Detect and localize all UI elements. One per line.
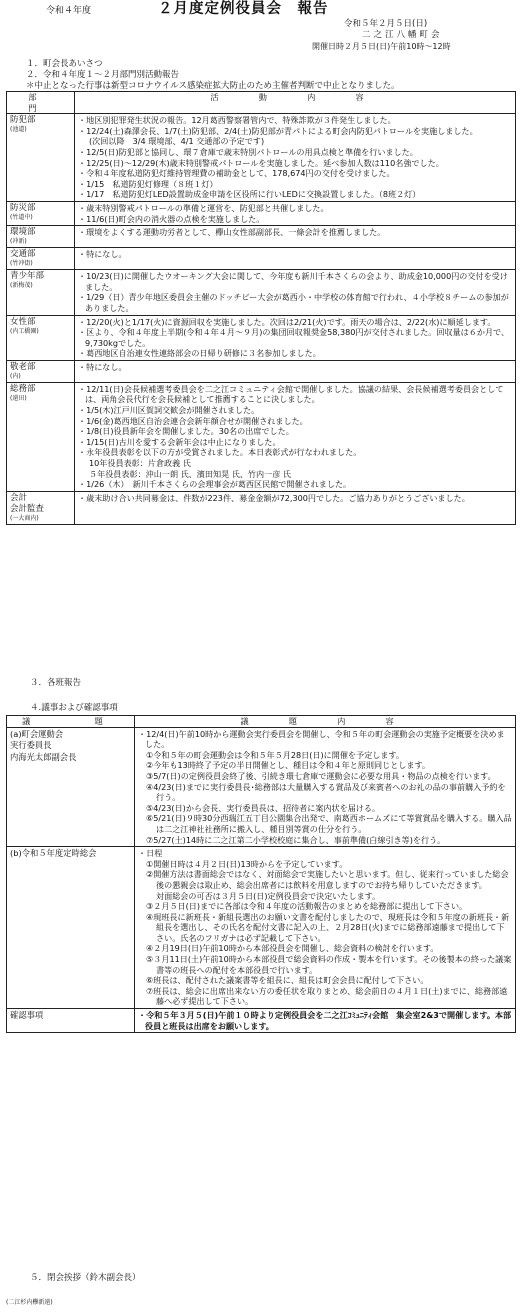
activity-cell	[75, 201, 516, 225]
activity-line: ・環境をよくする運動功労者として、欅山女性部副部長、一條会計を推薦しました。	[78, 227, 386, 238]
dept-cell	[7, 114, 75, 202]
activity-line: ・11/6(日)町会内の消火器の点検を実施しました。	[78, 213, 265, 224]
agenda-item-a-role: 実行委員長	[10, 740, 52, 751]
agenda-item-b-intro: ・日程	[138, 848, 163, 859]
agenda-point-note: 対面総会の可否は３月５日(日)定例役員会で決定いたします。	[156, 890, 381, 901]
agenda-point: ⑥班長は、配付された議案書等を組長に、組長は町会会員に配付して下さい。	[146, 975, 429, 986]
activity-row	[7, 114, 516, 202]
activity-line: ・12/5(日)防犯部と協同し、環７倉庫で歳末特別パトロールの用具点検と準備を行いました。	[78, 146, 418, 157]
agenda-row-b	[7, 847, 516, 1009]
activity-cell	[75, 248, 516, 270]
activity-row	[7, 491, 516, 524]
agenda-item-a-intro: ・12/4(日)午前10時から運動会実行委員会を開催し、令和５年の町会運動会の実施予定概要を決めました。	[138, 728, 505, 750]
activity-line: ・葛西地区自治連女性連絡部会の日帰り研修に３名参加しました。	[78, 348, 321, 359]
footnote: (二江杉内欅新遠)	[6, 1299, 53, 1306]
agenda-point: ⑦5/27(土)14時に二之江第二小学校校庭に集合し、事前準備(白線引き等)を行う。	[146, 834, 446, 845]
dept-name: 防犯部	[10, 115, 36, 126]
activity-line: ・1/15(日)古川を愛する会新年会は中止になりました。	[78, 436, 281, 447]
dept-members: (内)	[10, 372, 21, 380]
activity-cell	[75, 382, 516, 491]
dept-members: (池道)	[10, 126, 27, 134]
dept-cell	[7, 248, 75, 270]
activity-line: ・永年役員表彰を以下の方が受賞されました。本日表彰式が行なわれました。	[78, 447, 362, 458]
activity-line: ・12/20(火)と1/17(火)に資源回収を実施しました。次回は2/21(火)です。雨天の場合は、2/22(水)に順延します。	[78, 316, 496, 327]
agenda-point: ④現班長に新班長・新組長選出のお願い文書を配付しましたので、現班長は令和５年度の新班長・新組長を選出し、その氏名を配付文書に記入の上、２月28日(火)までに総務部遠藤まで提出して下さい。氏名のフリガナは必ず記載して下さい。	[146, 911, 510, 943]
agenda-row-a	[7, 727, 516, 847]
fiscal-year: 令和４年度	[46, 6, 92, 16]
agenda-point: ③5/7(日)の定例役員会終了後、引続き環七倉庫で運動会に必要な用具・物品の点検を行います。	[146, 770, 496, 781]
dept-cell	[7, 360, 75, 382]
activity-row	[7, 248, 516, 270]
column-header-activity: 活 動 内 容	[75, 92, 516, 114]
dept-members: (冲新)	[10, 238, 27, 246]
dept-members: (一大商内)	[10, 514, 39, 522]
activity-row	[7, 360, 516, 382]
dept-members: (新梅茂)	[10, 282, 33, 290]
section-heading-5: ５．閉会挨拶（鈴木副会長）	[30, 1273, 141, 1283]
agenda-item-c-title: 確認事項	[10, 1010, 44, 1021]
agenda-row-c	[7, 1009, 516, 1033]
confirmation-text: ・令和５年３月５(日)午前１０時より定例役員会を二之江ｺﾐｭﾆﾃｨ会館 集会室2&3で開催します。本部役員と班長は出席をお願いします。	[138, 1010, 512, 1031]
agenda-item-b-label	[7, 847, 135, 1009]
activity-line: ・特になし。	[78, 249, 127, 260]
dept-cell	[7, 382, 75, 491]
activity-line: ・1/29（日）青少年地区委員会主催のドッチビー大会が葛西小・中学校の体育館で行われ、４小学校８チームの参加がありました。	[78, 292, 509, 313]
activity-line: ・区より、令和４年度上半期(令和４年４月～９月)の集団回収報奨金58,380円が交付されました。回収量は６か月で、9,730kgでした。	[78, 327, 510, 348]
column-header-item: 議 題	[7, 716, 135, 728]
activity-line: ・1/26（木） 新川千本さくらの会理事会が葛西区民館で開催されました。	[78, 479, 352, 490]
agenda-item-a-person: 内海光太郎副会長	[10, 751, 77, 762]
dept-members: (竹冲街)	[10, 260, 33, 268]
dept-name: 青少年部	[10, 271, 45, 282]
dept-name: 総務部	[10, 383, 36, 394]
dept-name: 交通部	[10, 249, 36, 260]
section-heading-4: ４.議事および確認事項	[30, 703, 118, 713]
activity-line: ・12/25(日)～12/29(木)歳末特別警戒パトロールを実施しました。延べ参加人数は110名強でした。	[78, 157, 444, 168]
activity-rows	[7, 114, 516, 525]
agenda-point: ③２月５日(日)までに各部は令和４年度の活動報告のまとめを総務部に提出して下さい。	[146, 901, 468, 912]
activity-report-table	[6, 91, 516, 525]
activity-row	[7, 226, 516, 248]
agenda-item-a-content	[135, 727, 516, 847]
agenda-point: ①開催日時は４月２日(日)13時からを予定しています。	[146, 858, 348, 869]
activity-line: ・令和４年度私道防犯灯維持管理費の補助金として、178,674円の交付を受けました。	[78, 168, 395, 179]
dept-cell	[7, 491, 75, 524]
agenda-item-c-label	[7, 1009, 135, 1033]
activity-line: 10年役員表彰：片倉政義 氏	[89, 458, 191, 469]
activity-line: ・地区別犯罪発生状況の報告。12月葛西警察署管内で、特殊詐欺が３件発生しました。	[78, 115, 396, 126]
agenda-point: ②今年も13時終了予定の半日開催とし、種目は令和４年と原則同じとします。	[146, 760, 431, 771]
activity-line: ・歳末助け合い共同募金は、件数が223件、募金金額が72,300円でした。ご協力ありがとうございました。	[78, 492, 470, 503]
dept-cell	[7, 201, 75, 225]
dept-members: (内工橋園)	[10, 327, 39, 335]
dept-name: 敬老部	[10, 361, 36, 372]
agenda-table	[6, 715, 516, 1033]
dept-name: 会計 会計監査	[10, 492, 45, 514]
activity-row	[7, 201, 516, 225]
agenda-point: ④２月19日(日)午前10時から本部役員会を開催し、総会資料の検討を行います。	[146, 943, 439, 954]
section-heading-3: ３．各班報告	[30, 678, 82, 688]
organization-name: 二之江八幡町会	[362, 30, 443, 40]
activity-line: ・12/24(土)森澤会長、1/7(土)防犯部、2/4(土)防犯部が青パトによる町会内防犯パトロールを実施しました。	[78, 125, 478, 136]
activity-row	[7, 382, 516, 491]
activity-cell	[75, 360, 516, 382]
activity-line: ・1/15 私道防犯灯修理（８班１灯）	[78, 178, 218, 189]
activity-row	[7, 315, 516, 360]
agenda-point: ①令和５年の町会運動会は令和５年５月28日(日)に開催を予定します。	[146, 749, 404, 760]
activity-cell	[75, 315, 516, 360]
activity-cell	[75, 114, 516, 202]
dept-cell	[7, 270, 75, 315]
column-header-content: 議 題 内 容	[135, 716, 516, 728]
page-title: ２月度定例役員会 報告	[158, 1, 329, 17]
agenda-item-b-content	[135, 847, 516, 1009]
activity-line: ・歳末特別警戒パトロールの準備と運営を、防犯部と共催しました。	[78, 202, 329, 213]
activity-line: ・1/6(金)葛西地区自治会連合会新年顔合せが開催されました。	[78, 415, 308, 426]
dept-cell	[7, 226, 75, 248]
agenda-point: ⑤4/23(日)から会長、実行委員長は、招待者に案内状を届ける。	[146, 802, 381, 813]
meeting-time: 開催日時２月５日(日)午前10時～12時	[312, 42, 451, 51]
dept-members: (竹道中)	[10, 213, 33, 221]
activity-line: ・12/11(日)会長候補選考委員会を二之江コミュニティ会館で開催しました。協議の結果、会長候補選考委員会としては、両角会長代行を会長候補として推薦することに決しました。	[78, 383, 504, 405]
agenda-point: ⑦班長は、総会に出席出来ない方の委任状を取りまとめ、総会前日の４月１日(土)までに、総務部遠藤へ必ず提出して下さい。	[146, 985, 508, 1007]
activity-line: ・10/23(日)に開催したウオーキング大会に関して、今年度も新川千本さくらの会より、助成金10,000円の交付を受けました。	[78, 271, 508, 292]
activity-line: ・1/8(日)役員新年会を開催しました。30名の出席でした。	[78, 426, 294, 437]
agenda-item-b-title: (b)令和５年度定時総会	[10, 848, 97, 859]
dept-name: 環境部	[10, 227, 36, 238]
activity-line: ・1/17 私道防犯灯LED設置助成金申請を区役所に行いLEDに交換設置しました。（8班２灯）	[78, 189, 421, 200]
activity-cell	[75, 226, 516, 248]
activity-line: ・1/5(木)江戸川区賀詞交歓会が開催されました。	[78, 405, 260, 416]
agenda-point: ②開催方法は書面総会ではなく、対面総会で実施したいと思います。但し、従来行っていました総会後の懇親会は取止め、総会出席者には飲料を用意しますのでお持ち帰りしていただきます。	[146, 869, 509, 890]
agenda-point: ④4/23(日)までに実行委員長･総務部は大量購入する賞品及び来賓者へのお礼の品の事前購入予約を行う。	[146, 781, 506, 803]
agenda-item-c-content	[135, 1009, 516, 1033]
activity-line: (次回以降 3/4 環境部、4/1 交通部の予定です)	[89, 136, 265, 147]
agenda-item-a-title: (a)町会運動会	[10, 728, 64, 739]
report-date: 令和５年２月５日(日)	[344, 19, 428, 29]
activity-line: ・特になし。	[78, 361, 127, 372]
dept-name: 防災部	[10, 202, 36, 213]
activity-cell	[75, 491, 516, 524]
section-heading-1: １．町会長あいさつ	[26, 59, 103, 69]
activity-line: ５年役員表彰：沖山一朗 氏、濱田知晃 氏、竹内一彦 氏	[89, 468, 291, 479]
dept-name: 女性部	[10, 316, 36, 327]
dept-cell	[7, 315, 75, 360]
section-heading-2: ２．令和４年度１～２月部門別活動報告	[26, 70, 180, 80]
agenda-item-a-label	[7, 727, 135, 847]
activity-row	[7, 270, 516, 315]
column-header-dept: 部 門	[7, 92, 75, 114]
activity-cell	[75, 270, 516, 315]
agenda-point: ⑤３月11日(土)午前10時から本部役員で総会資料の作成・製本を行います。その後製本の終った議案書等の班長への配付を本部役員で行います。	[146, 954, 512, 975]
dept-members: (遠田)	[10, 394, 27, 402]
agenda-point: ⑥5/21(日)９時30分西瑞江五丁目公園集合出発で、南葛西ホームズにて等賞賞品を購入する。購入品は二之江神社社務所に搬入し、種目別等賞の仕分を行う。	[146, 813, 512, 834]
cancellation-notice: ＊中止となった行事は新型コロナウイルス感染症拡大防止のため主催者判断で中止となりました。	[26, 81, 400, 91]
